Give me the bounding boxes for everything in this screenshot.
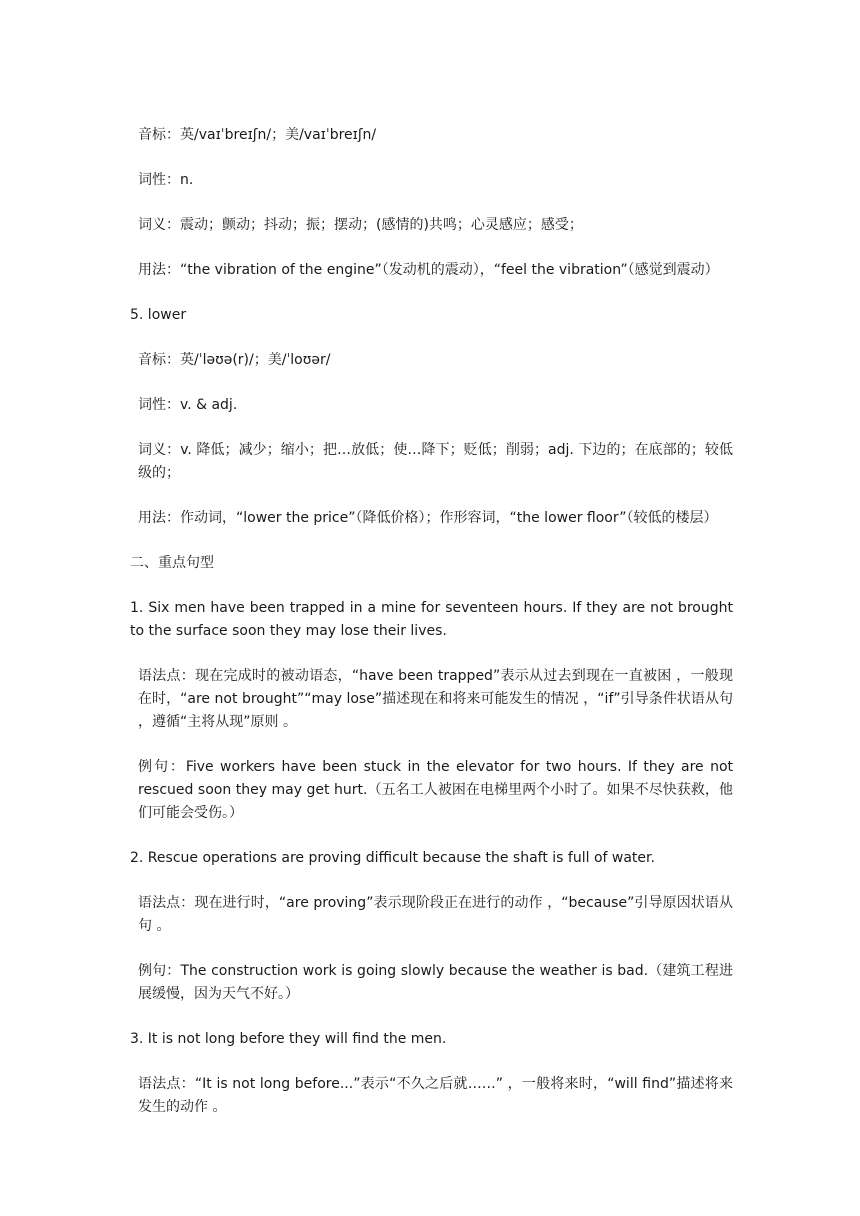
- grammar-point-3: 语法点：“It is not long before...”表示“不久之后就……” ，一般将来时，“will find”描述将来发生的动作 。: [138, 1076, 733, 1115]
- usage-lower: 用法：作动词，“lower the price”（降低价格）；作形容词，“the lower floor”（较低的楼层）: [138, 510, 718, 526]
- sentence-2: 2. Rescue operations are proving difficult because the shaft is full of water.: [130, 850, 655, 866]
- example-2: 例句：The construction work is going slowly because the weather is bad.（建筑工程进展缓慢，因为天气不好。）: [138, 963, 733, 1002]
- meaning-vibration: 词义：震动；颤动；抖动；振；摆动；(感情的)共鸣；心灵感应；感受；: [138, 217, 583, 233]
- phonetic-lower: 音标：英/ˈləʊə(r)/；美/ˈloʊər/: [138, 352, 331, 368]
- usage-vibration: 用法：“the vibration of the engine”（发动机的震动），“feel the vibration”（感觉到震动）: [138, 262, 719, 278]
- section-heading-sentence-patterns: 二、重点句型: [130, 555, 214, 571]
- part-of-speech-lower: 词性：v. & adj.: [138, 397, 238, 413]
- sentence-1: 1. Six men have been trapped in a mine for seventeen hours. If they are not brought to the surface soon they may lose their lives.: [130, 600, 733, 639]
- meaning-lower: 词义：v. 降低；减少；缩小；把…放低；使…降下；贬低；削弱；adj. 下边的；在底部的；较低级的；: [138, 442, 733, 481]
- example-1: 例句：Five workers have been stuck in the elevator for two hours. If they are not rescued soon they may get hurt.（五名工人被困在电梯里两个小时了。如果不尽快获救，他们可能会受伤。）: [138, 759, 733, 821]
- grammar-point-1: 语法点：现在完成时的被动语态，“have been trapped”表示从过去到现在一直被困 ，一般现在时，“are not brought”“may lose”描述现在和将来可能发生的情况 ，“if”引导条件状语从句 ，遵循“主将从现”原则 。: [138, 668, 733, 730]
- sentence-3: 3. It is not long before they will find the men.: [130, 1031, 447, 1047]
- document-page: [130, 124, 733, 1141]
- word-heading-lower: 5. lower: [130, 307, 187, 323]
- grammar-point-2: 语法点：现在进行时，“are proving”表示现阶段正在进行的动作 ，“because”引导原因状语从句 。: [138, 895, 733, 934]
- part-of-speech-vibration: 词性：n.: [138, 172, 194, 188]
- phonetic-vibration: 音标：英/vaɪˈbreɪʃn/；美/vaɪˈbreɪʃn/: [138, 127, 377, 143]
